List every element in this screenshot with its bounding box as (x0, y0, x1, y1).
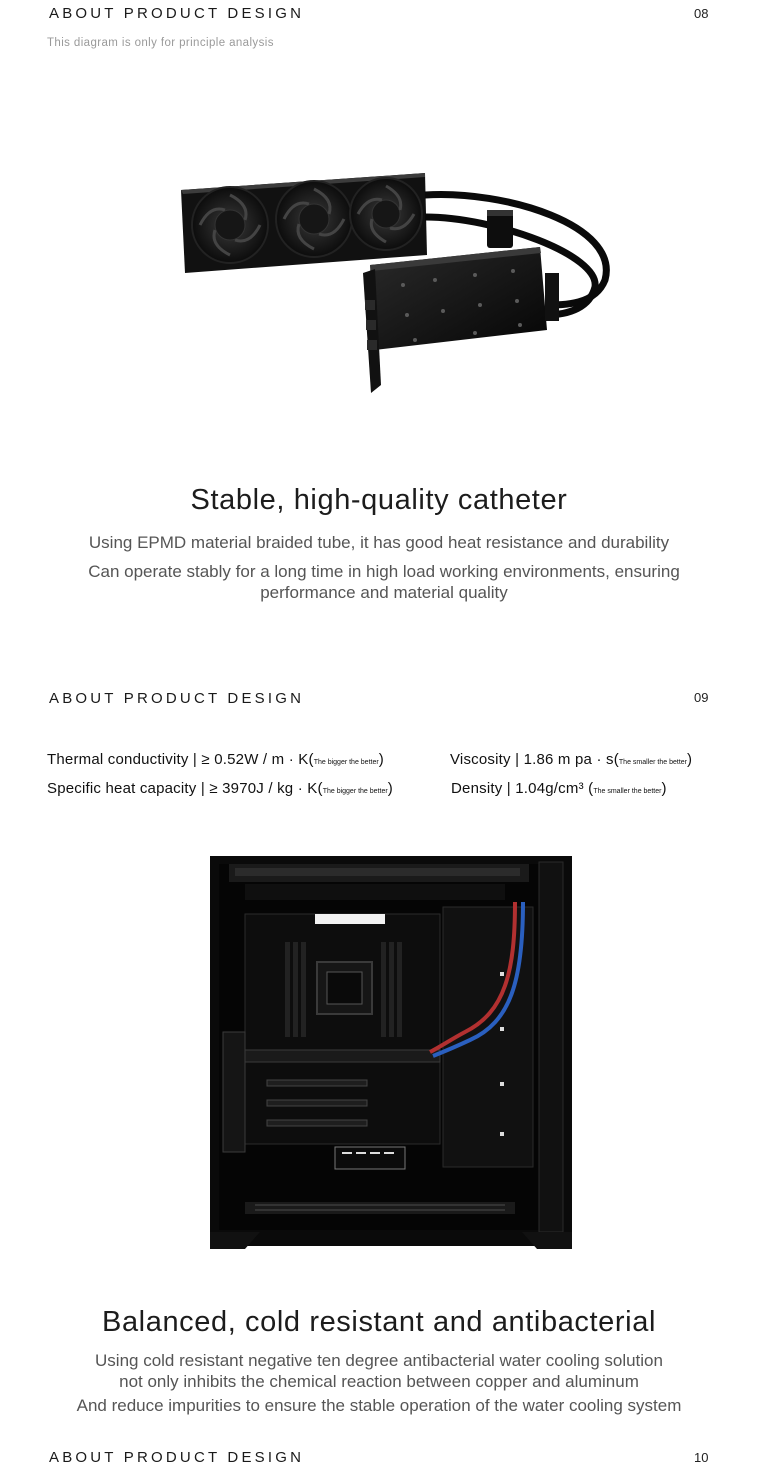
section-heading: ABOUT PRODUCT DESIGN (49, 5, 305, 22)
spec-hint: The bigger the better (322, 788, 388, 795)
section-heading: ABOUT PRODUCT DESIGN (49, 690, 305, 707)
spec-label: Viscosity (450, 751, 511, 768)
spec-specific-heat-capacity: Specific heat capacity | ≥ 3970J / kg · K(The bigger the better) (47, 780, 393, 797)
description-line: Using EPMD material braided tube, it has good heat resistance and durability (88, 533, 670, 552)
spec-density: Density | 1.04g/cm³ (The smaller the better) (451, 780, 667, 797)
spec-viscosity: Viscosity | 1.86 m pa · s(The smaller the better) (450, 751, 693, 768)
diagram-note: This diagram is only for principle analysis (47, 37, 274, 49)
page-number: 08 (694, 6, 709, 21)
spec-label: Thermal conductivity (47, 751, 189, 768)
spec-value: 1.86 m pa · s (523, 751, 614, 768)
section-heading: ABOUT PRODUCT DESIGN (49, 1449, 305, 1466)
spec-hint: The smaller the better (593, 788, 662, 795)
spec-label: Density (451, 780, 503, 797)
gpu-water-cooler-illustration (175, 165, 625, 400)
spec-label: Specific heat capacity (47, 780, 197, 797)
page-number: 09 (694, 690, 709, 705)
spec-value: 1.04g/cm³ (515, 780, 584, 797)
spec-hint: The smaller the better (618, 759, 687, 766)
section-title: Stable, high-quality catheter (190, 484, 568, 516)
spec-thermal-conductivity: Thermal conductivity | ≥ 0.52W / m · K(The bigger the better) (47, 751, 384, 768)
spec-hint: The bigger the better (313, 759, 379, 766)
section-title: Balanced, cold resistant and antibacterial (102, 1306, 656, 1338)
description-line: not only inhibits the chemical reaction between copper and aluminum (119, 1372, 639, 1391)
description-line: Using cold resistant negative ten degree antibacterial water cooling solution (95, 1351, 663, 1370)
pc-case-illustration (205, 852, 577, 1252)
description-line: And reduce impurities to ensure the stable operation of the water cooling system (76, 1396, 682, 1415)
description-line: Can operate stably for a long time in high load working environments, ensuring performance and material quality (88, 562, 680, 602)
spec-value: ≥ 0.52W / m · K (201, 751, 309, 768)
spec-value: ≥ 3970J / kg · K (209, 780, 318, 797)
page-number: 10 (694, 1450, 709, 1465)
